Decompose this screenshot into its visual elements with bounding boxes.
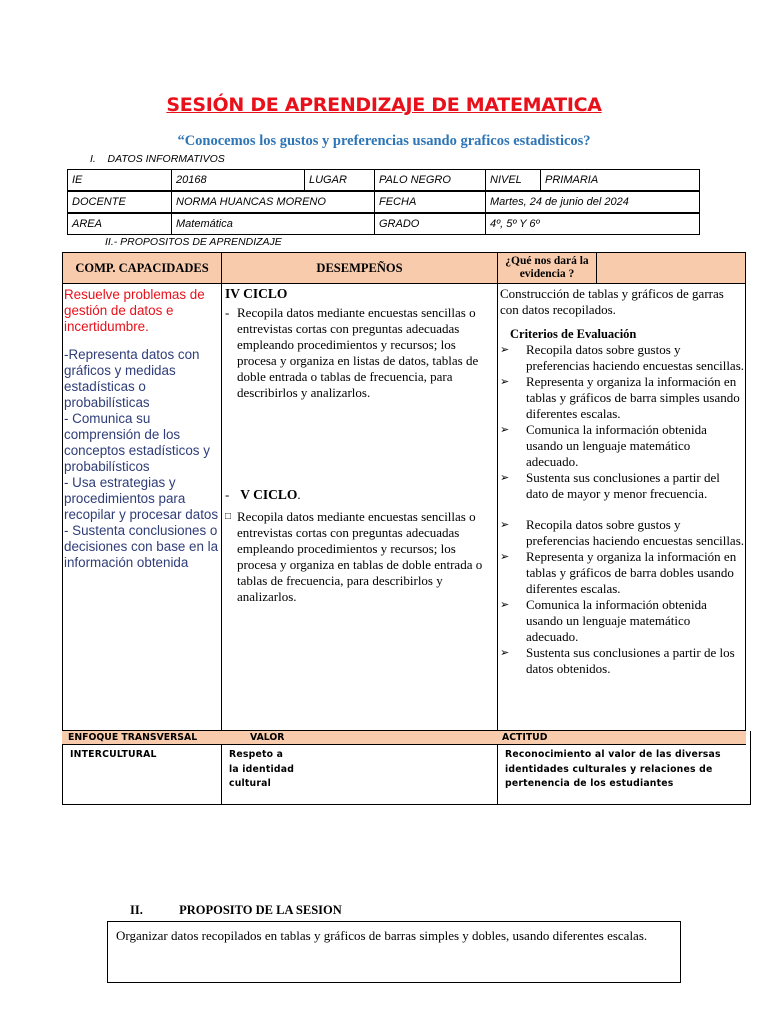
valor-line: cultural [229, 778, 272, 789]
criterios-list-b [500, 517, 745, 677]
actitud-line: Reconocimiento al valor de las diversas [505, 749, 721, 760]
desempeno-ciclo5 [225, 487, 493, 605]
session-subtitle: “Conocemos los gustos y preferencias usando graficos estadisticos? [177, 133, 591, 149]
criterio-text: Representa y organiza la información en tablas y gráficos de barra simples usando diferentes escalas. [526, 374, 740, 421]
docente-label: DOCENTE [68, 191, 172, 213]
valor-line: la identidad [229, 763, 295, 775]
actitud-cell [505, 748, 721, 792]
header-comp-capacidades: COMP. CAPACIDADES [62, 252, 222, 284]
ciclo5-text: Recopila datos mediante encuestas sencillas o entrevistas cortas con preguntas adecuadas empleando procedimientos y recursos; los procesa y organiza en tablas de doble entrada o tablas de frecuencia, para describirlos y analizarlos. [237, 509, 483, 604]
evidencia-cell [500, 286, 745, 677]
proposito-sesion-box [107, 921, 681, 983]
dash-marker: - [225, 487, 230, 502]
page-title: SESIÓN DE APRENDIZAJE DE MATEMATICA [166, 94, 602, 116]
section-datos-informativos [90, 153, 225, 165]
arrow-bullet-icon: ➢ [500, 519, 510, 531]
info-table [67, 169, 700, 235]
desempeno-ciclo4 [225, 286, 493, 401]
competencia-text: Resuelve problemas de gestión de datos e incertidumbre. [64, 287, 205, 334]
valor-cell [229, 748, 294, 792]
lugar-label: LUGAR [305, 170, 375, 192]
actitud-header-label: ACTITUD [502, 732, 548, 743]
actitud-line: identidades culturales y relaciones de [505, 763, 713, 775]
section-number: I. [90, 153, 96, 165]
info-row [68, 213, 700, 235]
header-evidencia: ¿Qué nos dará la evidencia ? [497, 252, 597, 284]
nivel-label: NIVEL [486, 170, 541, 192]
enfoque-value: INTERCULTURAL [70, 749, 157, 760]
criterio-item [500, 422, 745, 470]
arrow-bullet-icon: ➢ [500, 599, 510, 611]
arrow-bullet-icon: ➢ [500, 551, 510, 563]
docente-value: NORMA HUANCAS MORENO [172, 191, 375, 213]
grado-value: 4º, 5º Y 6º [486, 213, 700, 235]
header-desempenos: DESEMPEÑOS [221, 252, 498, 284]
criterios-list-a [500, 342, 745, 502]
section-label: PROPOSITO DE LA SESION [179, 903, 342, 917]
criterios-title: Criterios de Evaluación [510, 327, 637, 341]
competencias-cell [64, 287, 220, 571]
criterio-item [500, 645, 745, 677]
lugar-value: PALO NEGRO [375, 170, 486, 192]
ie-value: 20168 [172, 170, 305, 192]
criterio-text: Recopila datos sobre gustos y preferencias haciendo encuestas sencillas. [526, 342, 745, 373]
info-row [68, 191, 700, 213]
table-border [497, 284, 498, 730]
table-border [221, 744, 222, 804]
valor-line: Respeto a [229, 749, 284, 760]
info-row [68, 170, 700, 192]
ciclo4-text: Recopila datos mediante encuestas sencillas o entrevistas cortas con preguntas adecuadas empleando procedimientos y recursos; los procesa y organiza en listas de datos, tablas de doble entrada o tablas de frecuencia, para describirlos y analizarlos. [237, 305, 479, 400]
ciclo5-heading: V CICLO [240, 487, 298, 502]
box-marker: □ [225, 511, 232, 522]
criterio-item [500, 374, 745, 422]
arrow-bullet-icon: ➢ [500, 647, 510, 659]
section-proposito-sesion [130, 903, 342, 918]
table-border [221, 284, 222, 730]
table-border [62, 284, 63, 730]
table-border [62, 804, 751, 805]
table-border [745, 284, 746, 730]
proposito-sesion-text: Organizar datos recopilados en tablas y gráficos de barras simples y dobles, usando diferentes escalas. [116, 928, 648, 943]
criterio-item [500, 549, 745, 597]
criterio-text: Sustenta sus conclusiones a partir del dato de mayor y menor frecuencia. [526, 470, 720, 501]
grado-label: GRADO [375, 213, 486, 235]
area-value: Matemática [172, 213, 375, 235]
table-border [750, 731, 751, 805]
section-number: II. [130, 903, 143, 917]
area-label: AREA [68, 213, 172, 235]
criterio-item [500, 517, 745, 549]
valor-header: VALOR [244, 731, 502, 744]
fecha-label: FECHA [375, 191, 486, 213]
fecha-value: Martes, 24 de junio del 2024 [486, 191, 700, 213]
criterio-item [500, 597, 745, 645]
table-border [497, 744, 498, 804]
capacidad-item: - Sustenta conclusiones o decisiones con base en la información obtenida [64, 523, 219, 570]
arrow-bullet-icon: ➢ [500, 376, 510, 388]
capacidad-item: - Comunica su comprensión de los conceptos estadísticos y probabilísticos [64, 411, 210, 474]
criterio-text: Recopila datos sobre gustos y preferencias haciendo encuestas sencillas. [526, 517, 745, 548]
header-empty-cell [596, 252, 746, 284]
arrow-bullet-icon: ➢ [500, 424, 510, 436]
evidencia-text: Construcción de tablas y gráficos de garras con datos recopilados. [500, 286, 724, 317]
arrow-bullet-icon: ➢ [500, 472, 510, 484]
ciclo4-heading: IV CICLO [225, 286, 288, 301]
criterio-item [500, 342, 745, 374]
criterio-text: Comunica la información obtenida usando un lenguaje matemático adecuado. [526, 422, 707, 469]
arrow-bullet-icon: ➢ [500, 344, 510, 356]
table-border [62, 744, 746, 745]
enfoque-header: ENFOQUE TRANSVERSAL [62, 731, 244, 744]
nivel-value: PRIMARIA [541, 170, 700, 192]
criterio-item [500, 470, 745, 502]
ciclo5-dot: . [297, 487, 301, 502]
actitud-line: pertenencia de los estudiantes [505, 778, 674, 789]
section-propositos: II.- PROPOSITOS DE APRENDIZAJE [105, 236, 282, 248]
criterio-text: Comunica la información obtenida usando un lenguaje matemático adecuado. [526, 597, 707, 644]
capacidad-item: -Representa datos con gráficos y medidas estadísticas o probabilísticas [64, 347, 200, 410]
table-border [62, 744, 63, 804]
ie-label: IE [68, 170, 172, 192]
capacidad-item: - Usa estrategias y procedimientos para recopilar y procesar datos [64, 475, 219, 522]
criterio-text: Representa y organiza la información en tablas y gráficos de barra dobles usando diferentes escalas. [526, 549, 737, 596]
dash-marker: - [225, 305, 230, 320]
actitud-header [502, 731, 746, 744]
criterio-text: Sustenta sus conclusiones a partir de los datos obtenidos. [526, 645, 735, 676]
section-label: DATOS INFORMATIVOS [107, 153, 225, 165]
